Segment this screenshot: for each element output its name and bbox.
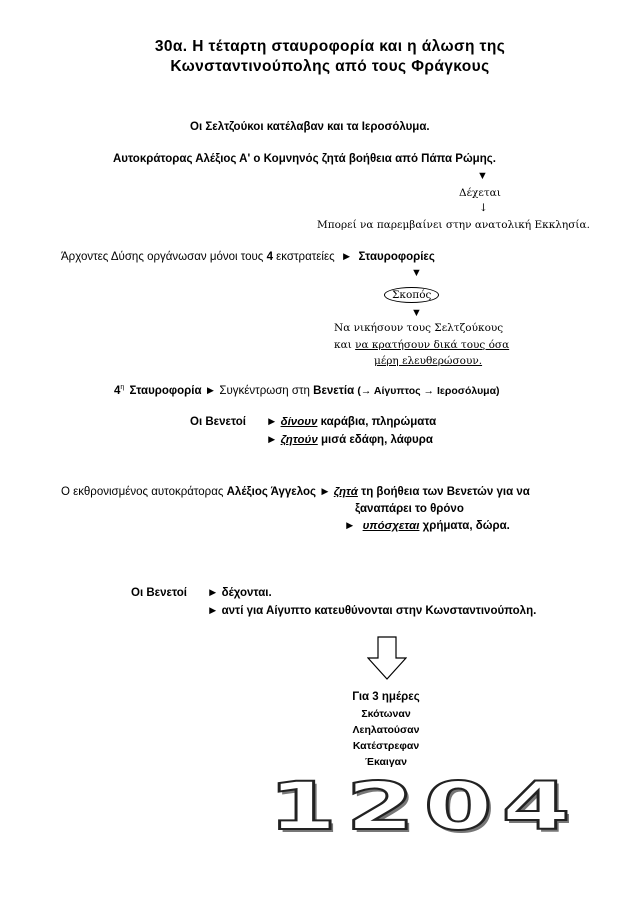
venice-text: Βενετία bbox=[313, 384, 355, 397]
venetians-label: Οι Βενετοί bbox=[190, 416, 246, 428]
right-arrow-icon: ► bbox=[266, 416, 278, 428]
accepts-text: Δέχεται bbox=[459, 187, 501, 199]
asks-rest: τη βοήθεια των Βενετών για να bbox=[361, 486, 530, 498]
right-arrow-icon: ► bbox=[207, 605, 219, 617]
venetians-label-2: Οι Βενετοί bbox=[131, 587, 187, 599]
right-arrow-icon: ► bbox=[204, 384, 217, 397]
promises-line bbox=[344, 520, 510, 532]
sack-block bbox=[330, 688, 442, 770]
dethroned-line bbox=[61, 486, 530, 498]
asks-word: ζητά bbox=[333, 486, 358, 498]
promises-word: υπόσχεται bbox=[362, 520, 420, 532]
down-triangle-icon: ▼ bbox=[411, 267, 422, 279]
give-word: δίνουν bbox=[280, 416, 318, 428]
right-arrow-icon: ► bbox=[344, 520, 356, 532]
promises-rest: χρήματα, δώρα. bbox=[422, 520, 510, 532]
year-1204: 1204 bbox=[268, 768, 580, 845]
fourth-crusade-text: Σταυροφορία bbox=[129, 384, 202, 397]
redirect-text: αντί για Αίγυπτο κατευθύνονται στην Κωνσταντινούπολη. bbox=[221, 605, 537, 617]
lords-line bbox=[61, 251, 435, 263]
page-title bbox=[0, 38, 638, 76]
lords-text: Άρχοντες Δύσης οργάνωσαν μόνοι τους bbox=[61, 251, 264, 263]
right-arrow-icon: ► bbox=[340, 251, 353, 263]
goal-line-1: Να νικήσουν τους Σελτζούκους bbox=[334, 322, 504, 334]
sack-looted: Λεηλατούσαν bbox=[352, 724, 420, 736]
right-arrow-icon: ► bbox=[266, 434, 278, 446]
down-triangle-icon: ▼ bbox=[477, 170, 488, 182]
fourth-crusade-line bbox=[114, 384, 500, 397]
route-text: (→ Αίγυπτος → Ιεροσόλυμα) bbox=[357, 384, 500, 397]
right-arrow-icon: ► bbox=[319, 486, 331, 498]
asks-rest-line-2: ξαναπάρει το θρόνο bbox=[355, 503, 464, 515]
right-arrow-icon: ► bbox=[207, 587, 219, 599]
gather-text: Συγκέντρωση στη bbox=[219, 384, 310, 397]
goal-keep: να κρατήσουν δικά τους όσα bbox=[355, 339, 510, 351]
fourth-superscript: η bbox=[120, 384, 125, 391]
fourth-number: 4 bbox=[114, 384, 121, 397]
three-days: Για 3 ημέρες bbox=[352, 691, 420, 703]
sack-burned: Έκαιγαν bbox=[365, 756, 407, 768]
sack-destroyed: Κατέστρεφαν bbox=[352, 740, 420, 752]
venetians-accept-line bbox=[207, 587, 272, 599]
alexios-request-text: Αυτοκράτορας Αλέξιος Α' ο Κομνηνός ζητά βοήθεια από Πάπα Ρώμης. bbox=[113, 153, 496, 165]
accept-text: δέχονται. bbox=[221, 587, 272, 599]
goal-label: Σκοπός bbox=[384, 287, 439, 303]
interfere-text: Μπορεί να παρεμβαίνει στην ανατολική Εκκλησία. bbox=[317, 219, 590, 231]
venetians-ask-line bbox=[266, 434, 433, 446]
expeditions-text: εκστρατείες bbox=[276, 251, 335, 263]
crusade-count: 4 bbox=[266, 251, 273, 263]
venetians-redirect-line bbox=[207, 605, 536, 617]
ask-word: ζητούν bbox=[280, 434, 318, 446]
goal-line-2 bbox=[334, 339, 509, 351]
goal-line-3: μέρη ελευθερώσουν. bbox=[374, 355, 483, 367]
sack-killed: Σκότωναν bbox=[361, 708, 411, 720]
dethroned-prefix: Ο εκθρονισμένος αυτοκράτορας bbox=[61, 486, 224, 498]
venetians-give-line bbox=[266, 416, 436, 428]
title-line-1: 30α. Η τέταρτη σταυροφορία και η άλωση της bbox=[154, 38, 506, 55]
goal-and: και bbox=[334, 339, 352, 351]
give-rest: καράβια, πληρώματα bbox=[320, 416, 437, 428]
title-line-2: Κωνσταντινούπολης από τους Φράγκους bbox=[170, 58, 490, 75]
alexios-angelos: Αλέξιος Άγγελος bbox=[226, 486, 316, 498]
down-block-arrow-icon bbox=[367, 636, 407, 680]
seljuks-text: Οι Σελτζούκοι κατέλαβαν και τα Ιεροσόλυμα. bbox=[190, 121, 430, 133]
crusades-text: Σταυροφορίες bbox=[358, 251, 435, 263]
down-triangle-icon: ▼ bbox=[411, 307, 422, 319]
down-arrow-icon: ↓ bbox=[479, 202, 488, 214]
ask-rest: μισά εδάφη, λάφυρα bbox=[320, 434, 433, 446]
